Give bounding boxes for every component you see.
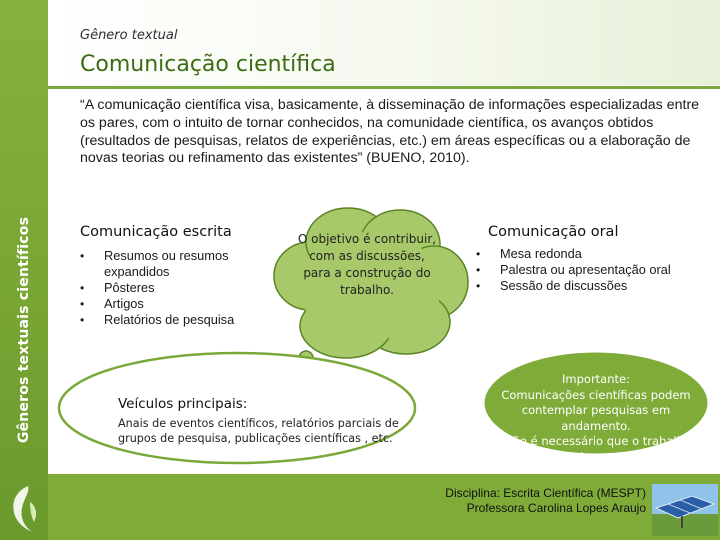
list-item: • Resumos ou resumos expandidos xyxy=(80,248,270,280)
page-title: Comunicação científica xyxy=(80,52,336,77)
written-communication-list xyxy=(80,248,270,328)
solar-panel-photo-icon xyxy=(652,484,718,536)
definition-quote: “A comunicação científica visa, basicamente, à disseminação de informações especializadas entre os pares, com o intuito de tornar conhecidos, na comunidade científica, os avanços obtidos (resultados de pesquisas, relatos de experiências, etc.) em áreas específicas ou a elaboração de novas teorias ou refinamento das existentes” (BUENO, 2010). xyxy=(80,97,700,167)
sidebar-label: Gêneros textuais científicos xyxy=(16,216,32,444)
list-item: • Mesa redonda xyxy=(476,246,716,262)
title-divider xyxy=(48,86,720,89)
sidebar-label-container xyxy=(0,0,48,460)
course-name: Disciplina: Escrita Científica (MESPT) xyxy=(445,486,646,500)
oral-communication-list xyxy=(476,246,716,294)
cloud-objective-text: O objetivo é contribuir, com as discussões, para a construção do trabalho. xyxy=(297,232,437,297)
written-communication-heading: Comunicação escrita xyxy=(80,224,232,240)
vehicles-title: Veículos principais: xyxy=(118,396,248,412)
teacher-name: Professora Carolina Lopes Araujo xyxy=(466,501,646,515)
important-note xyxy=(498,372,694,465)
genre-label: Gênero textual xyxy=(80,28,178,43)
oral-communication-heading: Comunicação oral xyxy=(488,224,619,240)
important-body: Comunicações científicas podem contemplar pesquisas em andamento. xyxy=(501,387,691,433)
list-item: • Pôsteres xyxy=(80,280,270,296)
list-item: • Sessão de discussões xyxy=(476,278,716,294)
list-item: • Relatórios de pesquisa xyxy=(80,312,270,328)
list-item: • Artigos xyxy=(80,296,270,312)
footer-credits xyxy=(410,486,646,516)
important-heading: Importante: xyxy=(562,372,630,386)
vehicles-text: Anais de eventos científicos, relatórios parciais de grupos de pesquisa, publicações científicas , etc. xyxy=(118,417,399,445)
important-remark: (não é necessário que o trabalho esteja pronto) xyxy=(501,434,691,464)
list-item: • Palestra ou apresentação oral xyxy=(476,262,716,278)
leaf-logo-icon xyxy=(6,482,42,534)
